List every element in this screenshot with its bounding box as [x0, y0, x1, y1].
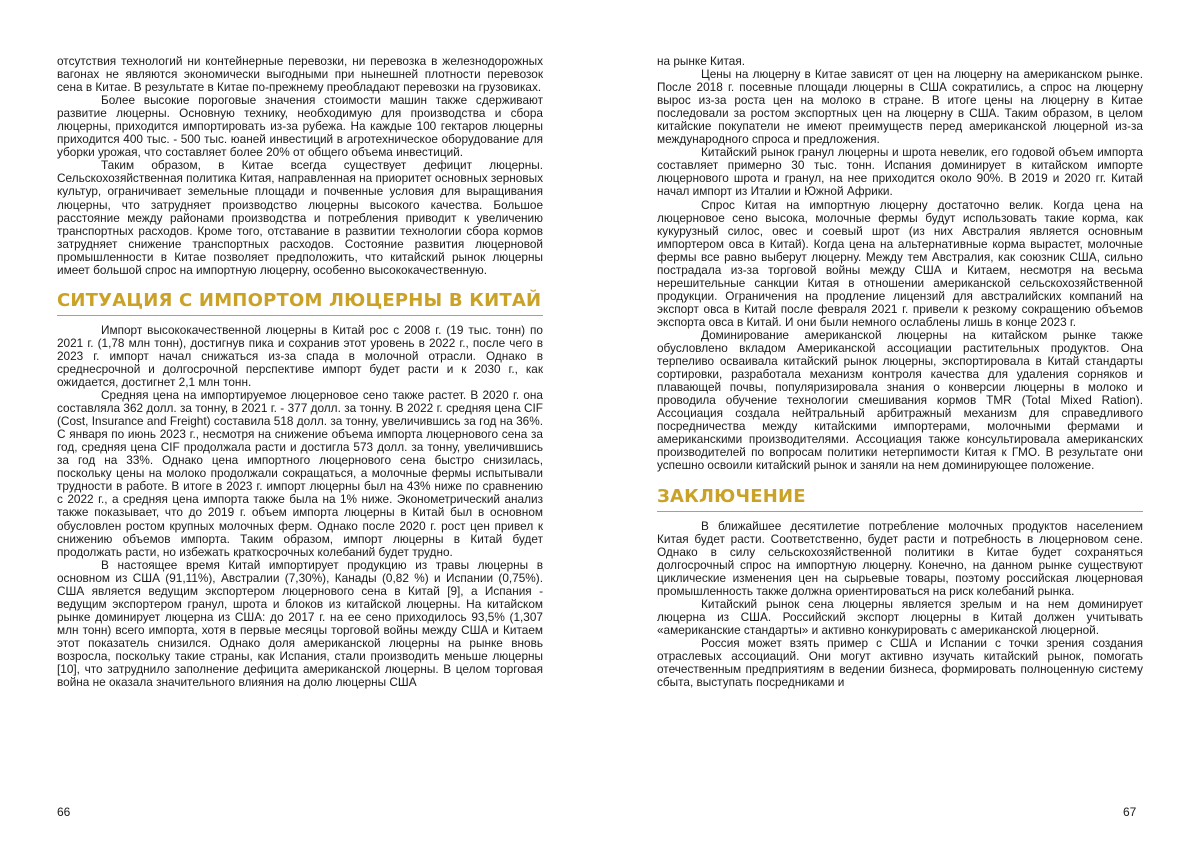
left-paragraph-4: Импорт высококачественной люцерны в Китай рос с 2008 г. (19 тыс. тонн) по 2021 г. (1,78 млн тонн), достигнув пика и сохранив этот уровень в 2022 г., после чего в 2023 г. импорт начал снижаться из-за спада в молочной отрасли. Однако в среднесрочной и долгосрочной перспективе импорт будет расти и к 2030 г., как ожидается, достигнет 2,1 млн тонн.: [57, 324, 543, 389]
right-paragraph-3: Китайский рынок гранул люцерны и шрота невелик, его годовой объем импорта составляет примерно 30 тыс. тонн. Испания доминирует в китайском импорте люцернового шрота и гранул, на нее приходится около 90%. В 2019 и 2020 гг. Китай начал импорт из Италии и Южной Африки.: [657, 146, 1143, 198]
right-paragraph-7: Китайский рынок сена люцерны является зрелым и на нем доминирует люцерна из США. Российский экспорт люцерны в Китай должен учитывать «американские стандарты» и активно конкурировать с американской люцерной.: [657, 598, 1143, 637]
right-paragraph-4: Спрос Китая на импортную люцерну достаточно велик. Когда цена на люцерновое сено высока, молочные фермы будут использовать такие корма, как кукурузный силос, овес и соевый шрот (из них Австралия является основным импортером овса в Китай). Когда цена на альтернативные корма вырастет, молочные фермы все равно выберут люцерну. Между тем Австралия, как союзник США, сильно пострадала из-за торговой войны между США и Китаем, несмотря на весьма нерешительные санкции Китая в отношении американской сельскохозяйственной продукции. Ограничения на продление лицензий для австралийских компаний на экспорт овса в Китай после февраля 2021 г. привели к резкому сокращению объемов экспорта овса в Китай. И они были немного ослаблены лишь в конце 2023 г.: [657, 199, 1143, 329]
book-spread: [0, 0, 1200, 849]
left-paragraph-6: В настоящее время Китай импортирует продукцию из травы люцерны в основном из США (91,11%), Австралии (7,30%), Канады (0,82 %) и Испании (0,75%). США является ведущим экспортером люцернового сена в Китай [9], а Испания - ведущим экспортером гранул, шрота и блоков из китайской люцерны. На китайском рынке доминирует люцерна из США: до 2017 г. на ее сено приходилось 93,5% (1,307 млн тонн) всего импорта, хотя в первые месяцы торговой войны между США и Китаем этот показатель снизился. Однако доля американской люцерны на рынке вновь возросла, поскольку такие страны, как Испания, стали производить меньше люцерны [10], что затруднило заполнение дефицита американской люцерны. В целом торговая война не оказала значительного влияния на долю люцерны США: [57, 559, 543, 689]
section-heading-conclusion: ЗАКЛЮЧЕНИЕ: [657, 486, 1143, 512]
left-paragraph-1: отсутствия технологий ни контейнерные перевозки, ни перевозка в железнодорожных вагонах не являются экономически выгодными при нынешней плотности перевозок сена в Китае. В результате в Китае по-прежнему преобладают перевозки на грузовиках.: [57, 55, 543, 94]
right-paragraph-8: Россия может взять пример с США и Испании с точки зрения создания отраслевых ассоциаций. Они могут активно изучать китайский рынок, помогать отечественным предприятиям в ведении бизнеса, формировать полноценную систему сбыта, выступать посредниками и: [657, 637, 1143, 689]
left-paragraph-3: Таким образом, в Китае всегда существует дефицит люцерны. Сельскохозяйственная политика Китая, направленная на приоритет основных зерновых культур, ограничивает земельные площади и почвенные условия для выращивания люцерны, что затрудняет производство люцерны высокого качества. Большое расстояние между районами производства и потребления приводит к увеличению транспортных расходов. Кроме того, отставание в развитии технологии сбора кормов затрудняет снижение транспортных расходов. Состояние развития люцерновой промышленности в Китае позволяет предположить, что китайский рынок люцерны имеет большой спрос на импортную люцерну, особенно высококачественную.: [57, 159, 543, 276]
page-number-right: 67: [1123, 805, 1136, 819]
right-paragraph-2: Цены на люцерну в Китае зависят от цен на люцерну на американском рынке. После 2018 г. посевные площади люцерны в США сократились, а спрос на люцерну вырос из-за роста цен на молоко в стране. В итоге цены на люцерну в Китае последовали за ростом экспортных цен на люцерну в США. Таким образом, в целом китайские покупатели не имеют преимуществ перед американской люцерной из-за международного спроса и предложения.: [657, 68, 1143, 146]
left-page-column: [57, 55, 543, 689]
left-paragraph-5: Средняя цена на импортируемое люцерновое сено также растет. В 2020 г. она составляла 362 долл. за тонну, в 2021 г. - 377 долл. за тонну. В 2022 г. средняя цена CIF (Cost, Insurance and Freight) составила 518 долл. за тонну, увеличившись за год на 36%. С января по июнь 2023 г., несмотря на снижение объема импорта люцернового сена за год, средняя цена CIF продолжала расти и достигла 573 долл. за тонну, увеличившись за год на 33%. Однако цена импортного люцернового сена быстро снизилась, поскольку цены на молоко продолжали сокращаться, а молочные фермы испытывали трудности в работе. В итоге в 2023 г. импорт люцерны был на 43% ниже по сравнению с 2022 г., а средняя цена импорта также была на 1% ниже. Эконометрический анализ также показывает, что до 2019 г. объем импорта люцерны в Китай был в основном обусловлен ростом крупных молочных ферм. Однако после 2020 г. рост цен привел к снижению объемов импорта. Таким образом, импорт люцерны в Китай будет продолжать расти, но избежать краткосрочных колебаний будет трудно.: [57, 389, 543, 559]
page-number-left: 66: [57, 805, 70, 819]
left-paragraph-2: Более высокие пороговые значения стоимости машин также сдерживают развитие люцерны. Основную технику, необходимую для производства и сбора люцерны, приходится импортировать из-за рубежа. На каждые 100 гектаров люцерны приходится 400 тыс. - 500 тыс. юаней инвестиций в агротехническое оборудование для уборки урожая, что составляет более 20% от общего объема инвестиций.: [57, 94, 543, 159]
right-paragraph-5: Доминирование американской люцерны на китайском рынке также обусловлено вкладом Американской ассоциации растительных продуктов. Она терпеливо осваивала китайский рынок люцерны, экспортировала в Китай стандарты сортировки, разработала механизм контроля качества для удаления сорняков и плавающей почвы, популяризировала знания о конверсии люцерны в молоко и проводила обучение технологии смешивания кормов TMR (Total Mixed Ration). Ассоциация создала нейтральный арбитражный механизм для справедливого посредничества между китайскими импортерами, молочными фермами и американскими производителями. Ассоциация также консультировала американских производителей по вопросам политики нетерпимости Китая к ГМО. В результате они успешно освоили китайский рынок и заняли на нем доминирующее положение.: [657, 329, 1143, 473]
right-paragraph-1: на рынке Китая.: [657, 55, 1143, 68]
right-page-column: [657, 55, 1143, 689]
right-paragraph-6: В ближайшее десятилетие потребление молочных продуктов населением Китая будет расти. Соответственно, будет расти и потребность в люцерновом сене. Однако в силу сельскохозяйственной политики в Китае будет сохраняться долгосрочный спрос на импортную люцерну. Конечно, на данном рынке существуют циклические изменения цен на сырьевые товары, поэтому российская люцерновая промышленность также должна ориентироваться на риск колебаний рынка.: [657, 520, 1143, 598]
section-heading-import-situation: СИТУАЦИЯ С ИМПОРТОМ ЛЮЦЕРНЫ В КИТАЙ: [57, 290, 543, 316]
